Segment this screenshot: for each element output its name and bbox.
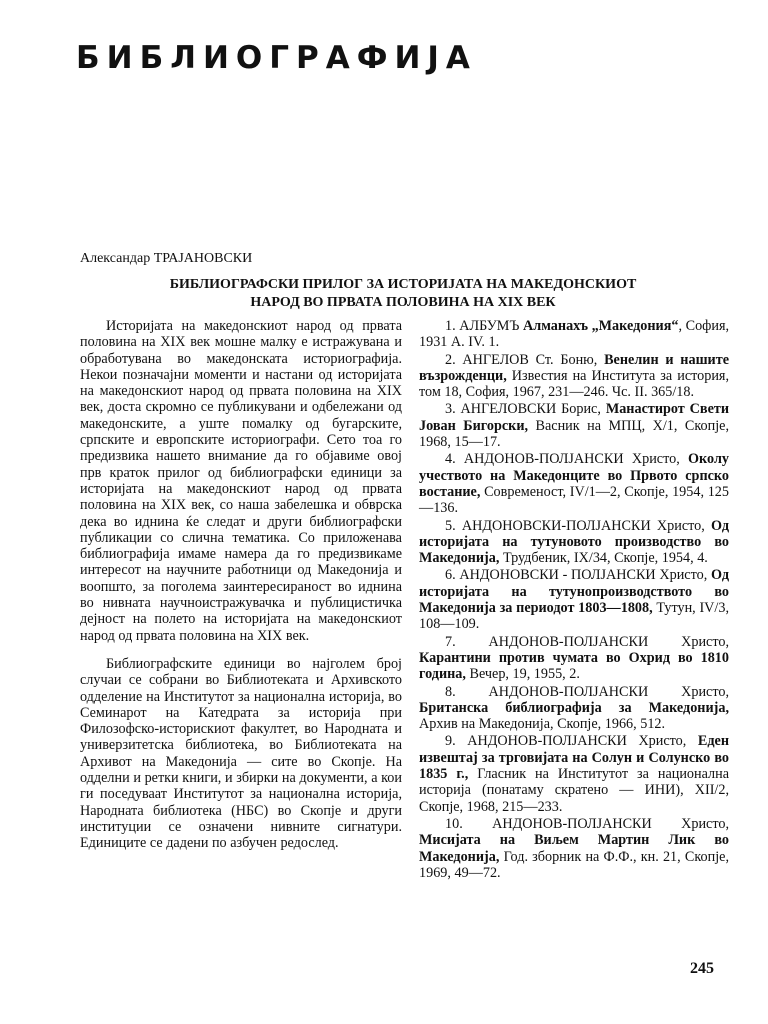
article-author: Александар ТРАЈАНОВСКИ [80,251,253,266]
bibliography-entry [419,684,729,733]
entry-number: 5. [445,517,456,534]
entry-title: Алманахъ „Македония“ [523,318,679,334]
entry-number: 3. [445,401,456,418]
intro-paragraph: Историјата на македонскиот народ од првата половина на XIX век мошне малку е истражувана и обработувана во македонската историографија. Некои позначајни моменти и настани од историјата на македонскиот народ од првата половина на XIX век, доста скромно се публикувани и одбележани од македонските, а уште помалку од бугарските, српските и европските историографи. Сето тоа го предизвика нашето внимание да го објавиме овој прв краток прилог од библиографски единици за историјата на македонскиот народ од првата половина на XIX век, со наша забелешка и обврска дека во иднина ќе следат и други библиографски публикации со слична тематика. Со приложенава библиографија имаме намера да го предизвикаме интересот на научните работници од Македонија и воопшто, за поголема заинтересираност во иднина во нивната научноистражувачка и публицистичка дејност на полето на историјата на македонскиот народ од првата половина на XIX век. [80,318,402,644]
page-number: 245 [690,960,714,977]
entry-author: АНДОНОВСКИ - ПОЛЈАНСКИ Христо, [459,567,708,584]
entry-number: 8. [445,683,456,700]
entry-author: АНДОНОВ-ПОЛЈАНСКИ Христо, [488,633,729,650]
entry-number: 7. [445,633,456,650]
bibliography-entry [419,816,729,881]
entry-title: Еден извештај за трговијата на Солун и Солунско во 1835 г., [419,733,730,783]
entry-details: Тутун, IV/3, 108—109. [419,600,730,633]
bibliography-entry [419,634,729,683]
bibliography-entry [419,318,729,351]
entry-details: Год. зборник на Ф.Ф., кн. 21, Скопје, 1969, 49—72. [419,848,729,881]
entry-details: Известия на Института за история, том 18, София, 1967, 231—246. Чс. II. 365/18. [419,367,729,401]
entry-title: Од историјата на тутунопроизводството во Македонија за периодот 1803—1808, [419,567,729,617]
entry-number: 9. [445,733,456,750]
entry-title: Мисијата на Виљем Мартин Лик во Македонија, [419,832,729,865]
entry-author: АНГЕЛОВ Ст. Боню, [462,351,598,368]
entry-title: Британска библиографија за Македонија, [419,699,729,716]
entry-number: 2. [445,351,456,368]
entry-author: АНДОНОВ-ПОЛЈАНСКИ Христо, [467,733,687,750]
entry-number: 1. [445,318,456,334]
entry-number: 10. [445,815,463,832]
bibliography-list [419,318,729,881]
entry-title: Карантини против чумата во Охрид во 1810 година, [419,649,729,683]
entry-author: АНДОНОВ-ПОЛЈАНСКИ Христо, [488,683,729,700]
entry-details: , София, 1931 А. IV. 1. [419,318,730,351]
entry-author: АНДОНОВ-ПОЛЈАНСКИ Христо, [463,451,680,468]
entry-author: АНГЕЛОВСКИ Борис, [460,401,601,418]
bibliography-entry [419,401,729,450]
entry-title: Околу учеството на Македонците во Првото српско востание, [419,451,729,500]
entry-title: Од историјата на тутуновото производство во Македонија, [419,517,730,567]
entry-author: АЛБУМЪ [459,318,520,334]
intro-column [80,318,402,852]
bibliography-entry [419,733,729,814]
article-title-line: НАРОД ВО ПРВАТА ПОЛОВИНА НА XIX ВЕК [250,295,556,310]
entry-details: Васник на МПЦ, X/1, Скопје, 1968, 15—17. [419,417,729,451]
entry-details: Вечер, 19, 1955, 2. [465,666,580,683]
bibliography-entry [419,352,729,401]
entry-details: Архив на Македонија, Скопје, 1966, 512. [419,716,666,733]
article-title [112,276,694,312]
entry-details: Гласник на Институтот за национална историја (понатаму скратено — ИНИ), XII/2, Скопје, 1968, 215—233. [419,766,730,815]
bibliography-entry [419,518,729,567]
entry-title: Венелин и нашите възрожденци, [419,351,729,384]
entry-number: 6. [445,567,456,584]
article-title-line: БИБЛИОГРАФСКИ ПРИЛОГ ЗА ИСТОРИЈАТА НА МАКЕДОНСКИОТ [169,277,637,292]
bibliography-entry [419,451,729,516]
entry-details: Современост, IV/1—2, Скопје, 1954, 125—136. [419,483,729,517]
section-title: БИБЛИОГРАФИЈА [76,40,477,76]
entry-author: АНДОНОВСКИ-ПОЛЈАНСКИ Христо, [461,517,705,534]
entry-author: АНДОНОВ-ПОЛЈАНСКИ Христо, [492,815,729,832]
entry-title: Манастирот Свети Јован Бигорски, [419,401,730,434]
bibliography-entry [419,567,729,632]
intro-paragraph: Библиографските единици во најголем број случаи се собрани во Библиотеката и Архивското одделение на Институтот за национална историја, во Семинарот на Катедрата за историја при Филозофско-историскиот факултет, во Народната и универзитетска библиотека, во Библиотеката на Архивот на Македонија — сите во Скопје. На одделни и ретки книги, и збирки на документи, а кои ги поседуваат Институтот за национална историја, Народната библиотека (НБС) во Скопје и други институции се означени нивните сигнатури. Единиците се дадени по азбучен редослед. [80,655,402,852]
entry-number: 4. [445,451,456,468]
entry-details: Трудбеник, IX/34, Скопје, 1954, 4. [499,550,708,567]
